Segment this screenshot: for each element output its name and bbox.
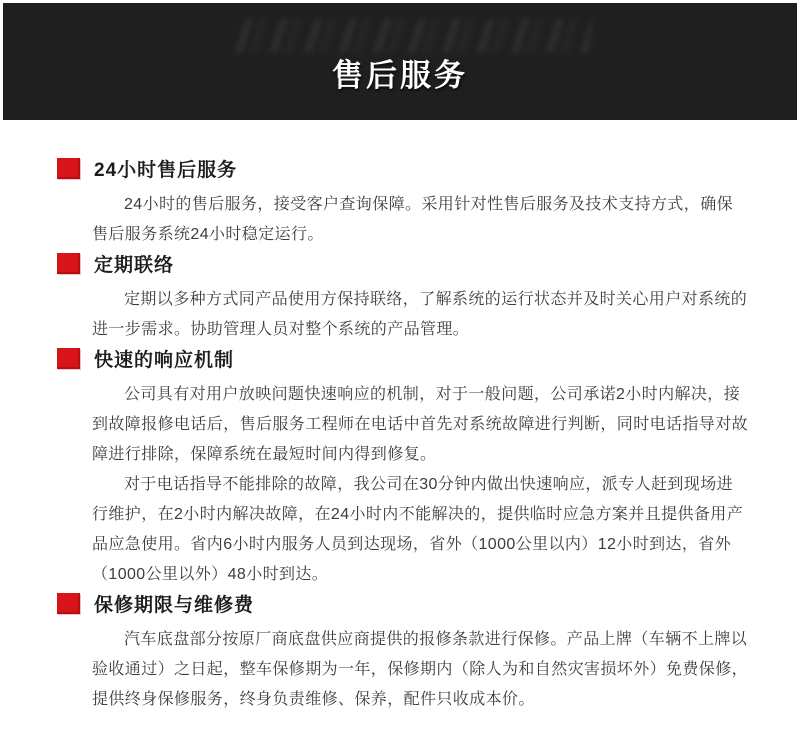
page-header-banner [3, 3, 797, 120]
section-heading-row [57, 250, 748, 276]
section-heading-row [57, 345, 748, 371]
section-body [92, 190, 748, 250]
section-heading: 24小时售后服务 [94, 159, 238, 181]
page-title: 售后服务 [332, 58, 468, 93]
section-regular-contact [57, 250, 748, 345]
red-square-bullet-icon [57, 348, 80, 369]
section-body [92, 285, 748, 345]
section-24h-service [57, 155, 748, 250]
section-body [92, 625, 748, 715]
section-heading-row [57, 590, 748, 616]
red-square-bullet-icon [57, 253, 80, 274]
red-square-bullet-icon [57, 158, 80, 179]
content-area [0, 120, 800, 715]
section-body [92, 380, 748, 590]
paragraph: 对于电话指导不能排除的故障，我公司在30分钟内做出快速响应，派专人赶到现场进行维护，在2小时内解决故障，在24小时内不能解决的，提供临时应急方案并且提供备用产品应急使用。省内6小时内服务人员到达现场，省外（1000公里以内）12小时到达，省外（1000公里以外）48小时到达。 [92, 476, 744, 583]
paragraph: 24小时的售后服务，接受客户查询保障。采用针对性售后服务及技术支持方式，确保售后服务系统24小时稳定运行。 [92, 196, 733, 243]
section-heading: 快速的响应机制 [94, 349, 235, 371]
red-square-bullet-icon [57, 593, 80, 614]
section-heading-row [57, 155, 748, 181]
watermark-smudge [229, 19, 594, 53]
section-warranty [57, 590, 748, 715]
paragraph: 公司具有对用户放映问题快速响应的机制，对于一般问题，公司承诺2小时内解决，接到故障报修电话后，售后服务工程师在电话中首先对系统故障进行判断，同时电话指导对故障进行排除，保障系统在最短时间内得到修复。 [92, 386, 749, 463]
section-rapid-response [57, 345, 748, 590]
section-heading: 保修期限与维修费 [94, 594, 255, 616]
paragraph: 汽车底盘部分按原厂商底盘供应商提供的报修条款进行保修。产品上牌（车辆不上牌以验收通过）之日起，整车保修期为一年，保修期内（除人为和自然灾害损坏外）免费保修，提供终身保修服务，终身负责维修、保养，配件只收成本价。 [92, 631, 749, 708]
section-heading: 定期联络 [94, 254, 175, 276]
paragraph: 定期以多种方式同产品使用方保持联络，了解系统的运行状态并及时关心用户对系统的进一步需求。协助管理人员对整个系统的产品管理。 [92, 291, 748, 338]
